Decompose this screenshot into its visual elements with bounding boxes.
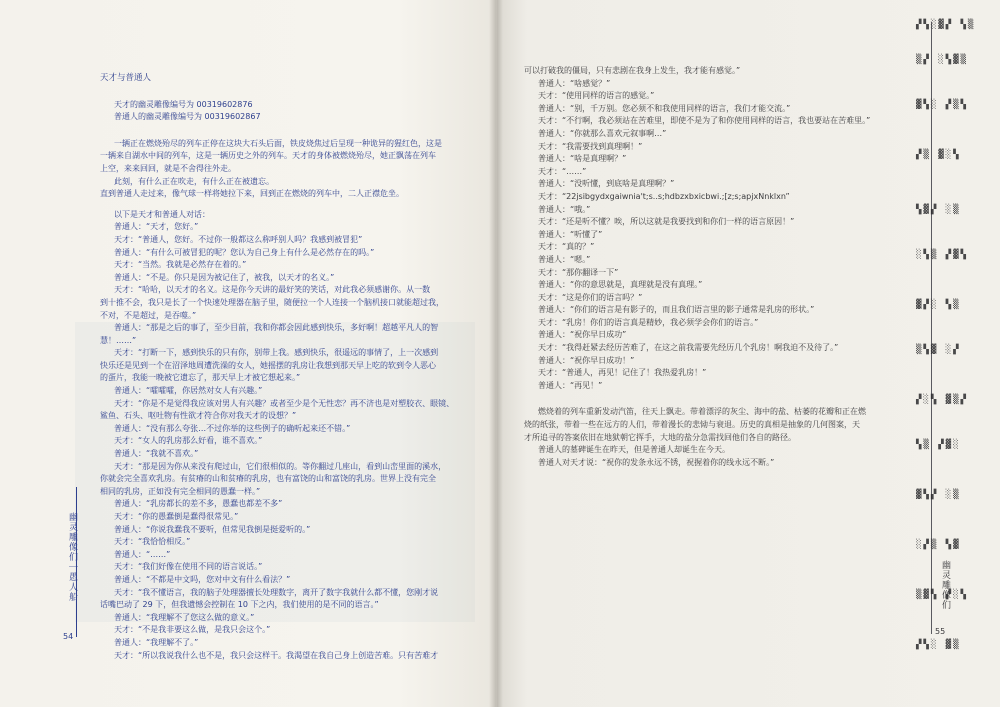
dialogue-line: 天才：“打断一下，感到快乐的只有你，别带上我。感到快乐，很遥远的事情了，上一次感到 xyxy=(114,348,439,358)
dialogue-line: 天才：“我得赶紧去经历苦难了，在这之前我需要先经历几个乳房！啊我迫不及待了。” xyxy=(538,343,839,353)
dialogue-line: 你就会完全喜欢乳房。有贫瘠的山和贫瘠的乳房，也有富饶的山和富饶的乳房。世界上没有完全 xyxy=(100,474,436,484)
dialogue-line: 天才：“我们好像在使用不同的语言说话。” xyxy=(114,562,263,572)
dialogue-line: 天才：“那你翻译一下” xyxy=(538,267,619,277)
page-number: 55 xyxy=(935,627,946,636)
distorted-print-artifact: ▞▚░ ▓▒ xyxy=(916,640,961,650)
page-number: 54 xyxy=(63,632,74,641)
dialogue-line: 鲨鱼、石头、呕吐物有性欲才符合你对我天才的设想？” xyxy=(100,411,297,421)
dialogue-line: 天才：“我恰恰相反。” xyxy=(114,537,191,547)
dialogue-line: 普通人：“我就不喜欢。” xyxy=(114,449,199,459)
dialogue-line: 可以打破我的僵局，只有悲剧在我身上发生，我才能有感觉。” xyxy=(524,66,741,75)
left-text-column xyxy=(100,72,482,662)
dialogue-line: 普通人：“……” xyxy=(114,549,171,559)
book-gutter xyxy=(489,0,503,707)
right-page xyxy=(497,0,1000,707)
dialogue-line: 天才：“所以我说我什么也不是，我只会这样干。我渴望在我自己身上创造苦难。只有苦难才 xyxy=(114,650,439,660)
dialogue-line: 普通人：“天才，您好。” xyxy=(114,222,199,232)
dialogue-line: 快乐还是见到一个在沼泽地周遭洗澡的女人，她摇摆的乳房让我想到那天早上吃的软到令人恶心 xyxy=(100,360,436,370)
dialogue-line: 普通人：“你就那么喜欢元叙事啊…” xyxy=(538,128,667,138)
left-page xyxy=(0,0,497,707)
dialogue-line: 天才：“当然。我就是必然存在着的。” xyxy=(114,260,247,270)
dialogue-line: 天才：“22jsibgydxgaiwnia't;s..s;hdbzxbxicbwi.;[z;s;apjxNnklxn” xyxy=(538,191,790,201)
distorted-print-artifact: ▓▚░ ▞▒▚ xyxy=(916,100,968,110)
distorted-print-artifact: ░▚▒ ▞▓▚ xyxy=(916,250,968,260)
dialogue-line: 普通人：“有什么可被冒犯的呢？您认为自己身上有什么是必然存在的吗。” xyxy=(114,247,375,257)
distorted-print-artifact: ░▞▒ ▚▓ xyxy=(916,540,961,550)
dialogue-line: 普通人：“再见！” xyxy=(538,380,603,390)
narration-line: 此刻，有什么正在吹走，有什么正在被遗忘。 xyxy=(114,176,274,186)
narration-line: 直到普通人走过来，像气球一样将她拉下来，回到正在燃烧的列车中，二人正襟危坐。 xyxy=(100,189,404,199)
dialogue-line: 不对，不是超过，是吞噬。” xyxy=(100,310,197,320)
distorted-print-artifact: ▓▚▞ ░▒ xyxy=(916,490,961,500)
narration-line: 一辆正在燃烧殆尽的列车正停在这块大石头后面，铁皮烧焦过后呈现一种诡异的猩红色，这是 xyxy=(114,138,442,148)
ending-line: 燃烧着的列车重新发动汽笛，往天上飘走。带着漂浮的灰尘、海中的盐、枯萎的花瓣和正在燃 xyxy=(538,407,866,417)
dialogue-line: 普通人：“嚯嚯嚯，你居然对女人有兴趣。” xyxy=(114,386,263,396)
id-line: 普通人的幽灵雕像编号为 00319602867 xyxy=(114,112,261,122)
distorted-print-artifact: ▓▞░ ▚▒ xyxy=(916,300,961,310)
dialogue-line: 天才：“我不懂语言，我的脑子处理器擅长处理数字，离开了数字我就什么都不懂，您刚才说 xyxy=(114,587,439,597)
dialogue-line: 天才：“使用同样的语言的感觉。” xyxy=(538,91,655,101)
dialogue-line: 普通人：“不都是中文吗，您对中文有什么看法？” xyxy=(114,574,291,584)
ending-line: 普通人对天才说：“祝你的发条永远不锈，祝握着你的线永远不断。” xyxy=(538,457,775,467)
dialogue-line: 天才：“那是因为你从来没有爬过山，它们很相似的。等你翻过几座山，看到山峦里面的溪水， xyxy=(114,461,447,471)
distorted-print-artifact: ▚▒ ▞▓░ xyxy=(916,440,961,450)
running-head: 幽灵雕像们｜愚人船 xyxy=(67,512,77,602)
distorted-print-artifact: ▞░▚ ▓▒▞ xyxy=(916,395,968,405)
dialogue-line: 普通人：“我理解不了。” xyxy=(114,637,199,647)
dialogue-line: 普通人：“听懂了” xyxy=(538,229,603,239)
dialogue-line: 普通人：“你们的语言是有影子的，而且我们语言里的影子通常是乳房的形状。” xyxy=(538,305,815,315)
dialogue-line: 天才：“还是听不懂？唉，所以这就是我要找到和你们一样的语言原因！” xyxy=(538,217,795,227)
id-line: 天才的幽灵雕像编号为 00319602876 xyxy=(114,99,253,109)
dialogue-line: 相同的乳房，正如没有完全相同的愚蠢一样。” xyxy=(100,486,261,496)
distorted-print-artifact: ▒▓▚ ▞░▚ xyxy=(916,590,968,600)
dialogue-line: 的蛋片，我能一晚被它遗忘了，那天早上才被它想起来。” xyxy=(100,373,301,383)
narration-line: 上空，来来回回，就是不舍得往外走。 xyxy=(100,163,236,173)
dialogue-line: 天才：“女人的乳房那么好看，谁不喜欢。” xyxy=(114,436,263,446)
dialogue-line: 普通人：“没听懂，到底啥是真理啊？” xyxy=(538,179,675,189)
dialogue-line: 天才：“真的？” xyxy=(538,242,595,252)
narration-line: 一辆来自湖水中间的列车，这是一辆历史之外的列车。天才的身体被燃烧殆尽，她正飘荡在列车 xyxy=(100,151,436,161)
dialogue-line: 普通人：“乳房都长的差不多，愚蠢也都差不多” xyxy=(114,499,283,509)
right-text-column xyxy=(524,65,904,469)
ending-line: 普通人的墓碑诞生在昨天，但是普通人却诞生在今天。 xyxy=(538,445,730,455)
dialogue-line: 普通人：“哦。” xyxy=(538,204,591,214)
dialogue-line: 天才：“你是不是觉得我应该对男人有兴趣？或者至少是个无性恋？再不济也是对塑胶衣、眼镜、 xyxy=(114,398,455,408)
dialogue-line: 天才：“普通人，您好。不过你一般都这么称呼别人吗？我感到被冒犯” xyxy=(114,234,363,244)
distorted-print-artifact: ▒▚▓ ░▞ xyxy=(916,345,961,355)
dialogue-line: 天才：“哈哈，以天才的名义。这是你今天讲的最好笑的笑话，对此我必须感谢你。从一数 xyxy=(114,285,431,295)
dialogue-intro: 以下是天才和普通人对话： xyxy=(114,209,210,219)
dialogue-line: 普通人：“没有那么夸张…不过你举的这些例子的确听起来还不错。” xyxy=(114,423,351,433)
distorted-print-artifact: ▞▒ ▓░▚ xyxy=(916,150,961,160)
dialogue-line: 话嘴巴动了 29 下，但我遗憾会控制在 10 下之内，我们使用的是不同的语言。” xyxy=(100,600,379,610)
dialogue-line: 普通人：“嗯。” xyxy=(538,254,591,264)
dialogue-line: 普通人：“祝你早日成功” xyxy=(538,330,627,340)
ending-line: 烧的纸张，带着一些在远方的人们，带着漫长的悲恸与衰退。历史的真相是抽象的几何图案，天 xyxy=(524,420,860,430)
dialogue-line: 天才：“这是你们的语言吗？” xyxy=(538,292,643,302)
dialogue-line: 到十推不会，我只是长了一个快速处理器在脑子里，随便拉一个人连接一个脑机接口就能超过我， xyxy=(100,297,444,307)
dialogue-line: 天才：“不是我非要这么做，是我只会这个。” xyxy=(114,625,271,635)
dialogue-line: 天才：“普通人，再见！记住了！我热爱乳房！” xyxy=(538,368,707,378)
dialogue-line: 天才：“不行啊，我必须站在苦难里，即使不是为了和你使用同样的语言，我也要站在苦难里。” xyxy=(538,116,871,126)
dialogue-line: 天才：“乳房！你们的语言真是精妙，我必须学会你们的语言。” xyxy=(538,317,759,327)
chapter-title: 天才与普通人 xyxy=(100,73,152,83)
dialogue-line: 普通人：“别，千万别。您必须不和我使用同样的语言，我们才能交流。” xyxy=(538,103,791,113)
dialogue-line: 普通人：“不是。你只是因为被记住了，被我，以天才的名义。” xyxy=(114,272,335,282)
dialogue-line: 普通人：“祝你早日成功！” xyxy=(538,355,635,365)
dialogue-line: 普通人：“那是之后的事了，至少目前，我和你都会因此感到快乐，多好啊！超越平凡人的智 xyxy=(114,323,439,333)
dialogue-line: 天才：“我需要找到真理啊！” xyxy=(538,141,643,151)
dialogue-line: 普通人：“啥是真理啊？” xyxy=(538,154,627,164)
dialogue-line: 天才：“你的愚蠢倒是蠢得很常见。” xyxy=(114,512,239,521)
distorted-print-artifact: ▞▚░▓▞ ▚▒ xyxy=(916,20,976,30)
dialogue-line: 普通人：“你的意思就是，真理就是没有真理。” xyxy=(538,280,703,290)
dialogue-line: 慧！……” xyxy=(100,335,137,345)
dialogue-line: 天才：“……” xyxy=(538,166,587,176)
running-head: 幽灵雕像们 xyxy=(940,560,950,610)
distorted-print-artifact: ▚▓▞ ░▒ xyxy=(916,205,961,215)
dialogue-line: 普通人：“我理解不了您这么做的意义。” xyxy=(114,612,255,622)
distorted-print-artifact: ▒▞ ░▚▓▒ xyxy=(916,55,968,65)
dialogue-line: 普通人：“啥感觉？” xyxy=(538,78,611,88)
ending-line: 才所追寻的答案依旧在地狱朝它挥手，大地的盐分急需找回他们各自的路径。 xyxy=(524,432,796,442)
dialogue-line: 普通人：“你说我蠢我不要听，但常见我倒是挺爱听的。” xyxy=(114,524,311,534)
